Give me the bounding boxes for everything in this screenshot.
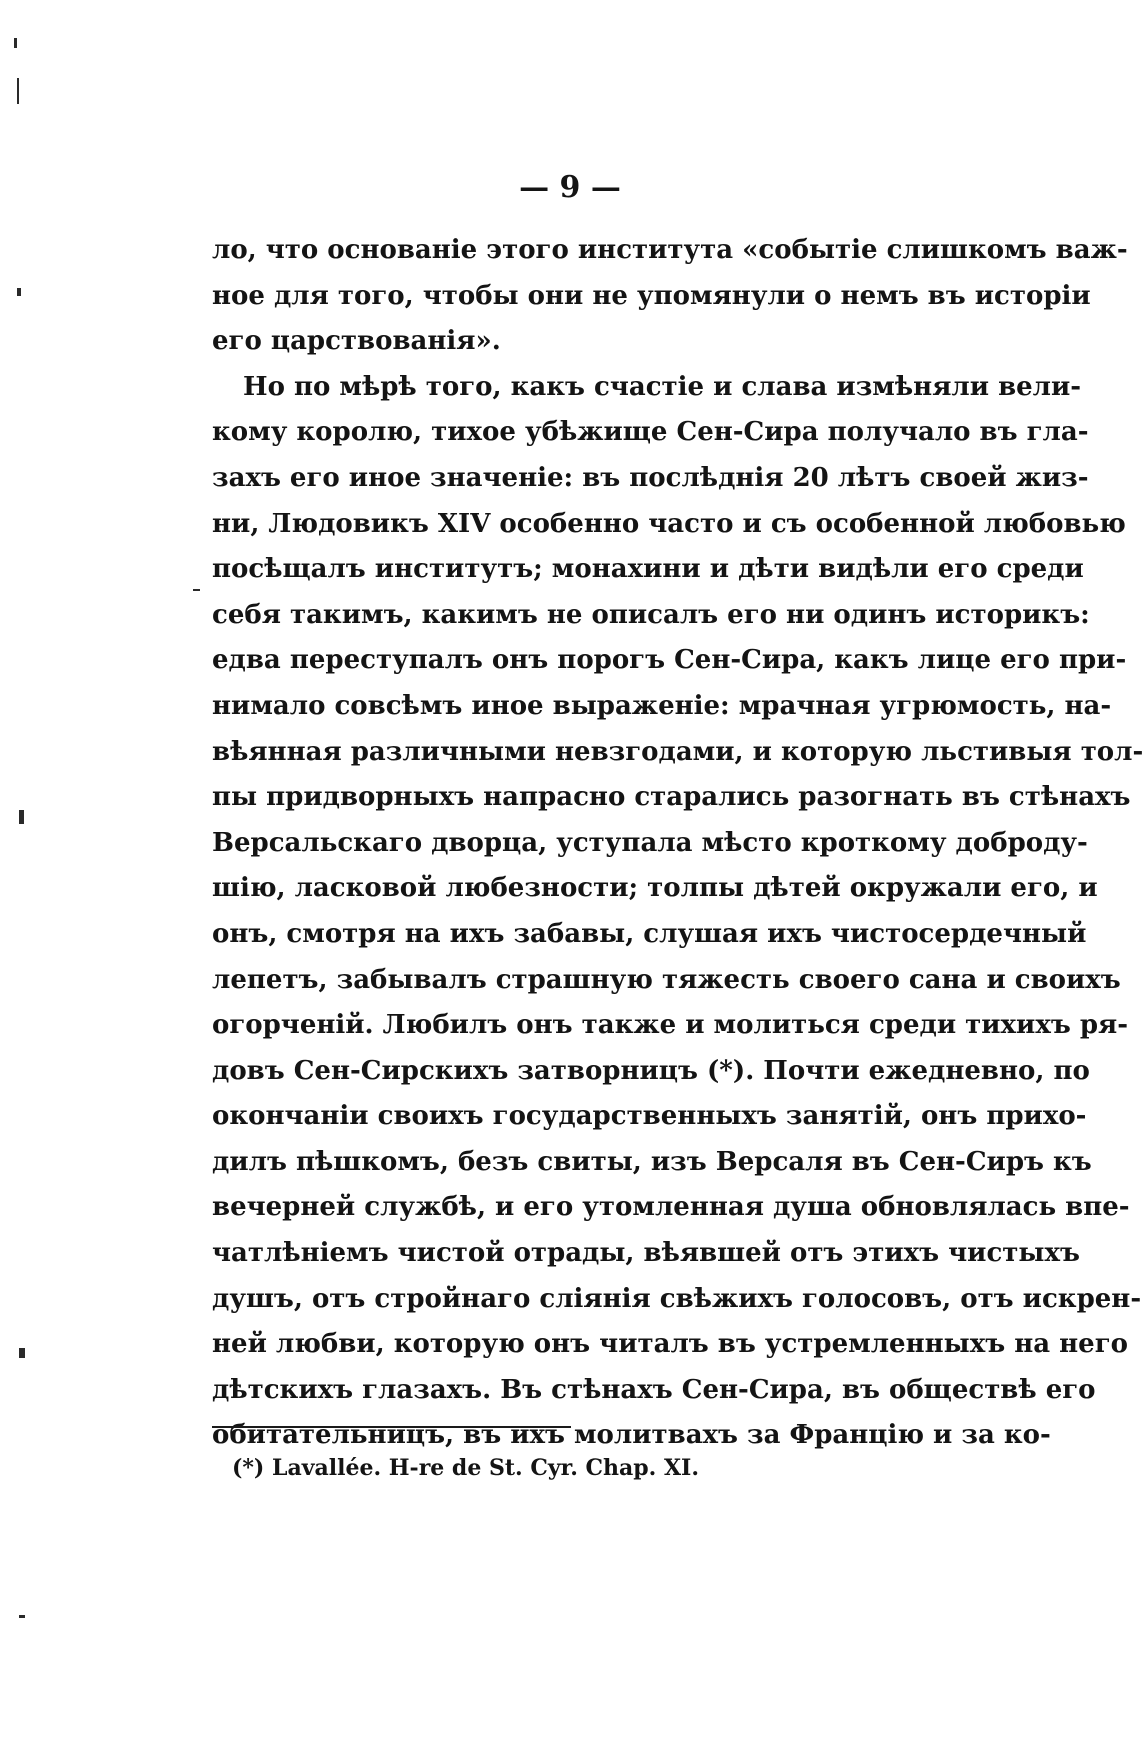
page-number: — 9 — [519, 170, 621, 205]
text-line: чатлѣніемъ чистой отрады, вѣявшей отъ этихъ чистыхъ [212, 1238, 1080, 1269]
scan-mark [19, 1615, 25, 1618]
text-line: довъ Сен-Сирскихъ затворницъ (*). Почти ежедневно, по [212, 1055, 1090, 1086]
footnote: (*) Lavallée. H-re de St. Cyr. Chap. XI. [232, 1455, 700, 1481]
text-line: окончаніи своихъ государственныхъ занятій, онъ прихо- [212, 1101, 1087, 1132]
text-line: лепетъ, забывалъ страшную тяжесть своего сана и своихъ [212, 964, 1121, 995]
text-line: ней любви, которую онъ читалъ въ устремленныхъ на него [212, 1329, 1128, 1360]
text-line: душъ, отъ стройнаго слiянiя свѣжихъ голосовъ, отъ искрен- [212, 1283, 1142, 1314]
scan-mark [17, 78, 19, 104]
text-line: вѣянная различными невзгодами, и которую льстивыя тол- [212, 736, 1143, 767]
scan-mark [14, 38, 17, 48]
text-line: Но по мѣрѣ того, какъ счастіе и слава измѣняли вели- [243, 371, 1082, 402]
text-line: дѣтскихъ глазахъ. Въ стѣнахъ Сен-Сира, въ обществѣ его [212, 1374, 1096, 1405]
text-line: ни, Людовикъ XIV особенно часто и съ особенной любовью [212, 508, 1126, 539]
footnote-divider [212, 1426, 571, 1428]
scan-mark [19, 810, 24, 824]
text-line: Версальскаго дворца, уступала мѣсто кроткому доброду- [212, 827, 1088, 858]
text-line: дилъ пѣшкомъ, безъ свиты, изъ Версаля въ Сен-Сиръ къ [212, 1146, 1092, 1177]
text-line: нимало совсѣмъ иное выраженіе: мрачная угрюмость, на- [212, 690, 1112, 721]
text-line: пы придворныхъ напрасно старались разогнать въ стѣнахъ [212, 782, 1131, 813]
text-line: его царствованія». [212, 326, 501, 357]
text-line: ло, что основаніе этого института «событіе слишкомъ важ- [212, 235, 1128, 265]
text-line: едва переступалъ онъ порогъ Сен-Сира, какъ лице его при- [212, 645, 1127, 676]
scan-mark [17, 288, 21, 296]
text-line: кому королю, тихое убѣжище Сен-Сира получало въ гла- [212, 417, 1089, 448]
text-line: ное для того, чтобы они не упомянули о немъ въ исторіи [212, 280, 1091, 311]
text-line: онъ, смотря на ихъ забавы, слушая ихъ чистосердечный [212, 918, 1087, 949]
text-line: захъ его иное значеніе: въ послѣднія 20 лѣтъ своей жиз- [212, 462, 1089, 493]
text-line: вечерней службѣ, и его утомленная душа обновлялась впе- [212, 1192, 1130, 1223]
body-text [212, 228, 1143, 1459]
scan-mark [19, 1348, 25, 1358]
text-line: себя такимъ, какимъ не описалъ его ни одинъ историкъ: [212, 599, 1090, 630]
text-line: шію, ласковой любезности; толпы дѣтей окружали его, и [212, 873, 1098, 904]
text-line: посѣщалъ институтъ; монахини и дѣти видѣли его среди [212, 554, 1084, 585]
text-line: обитательницъ, въ ихъ молитвахъ за Францію и за ко- [212, 1420, 1051, 1451]
text-line: огорченій. Любилъ онъ также и молиться среди тихихъ ря- [212, 1010, 1129, 1041]
scan-mark [193, 589, 200, 591]
